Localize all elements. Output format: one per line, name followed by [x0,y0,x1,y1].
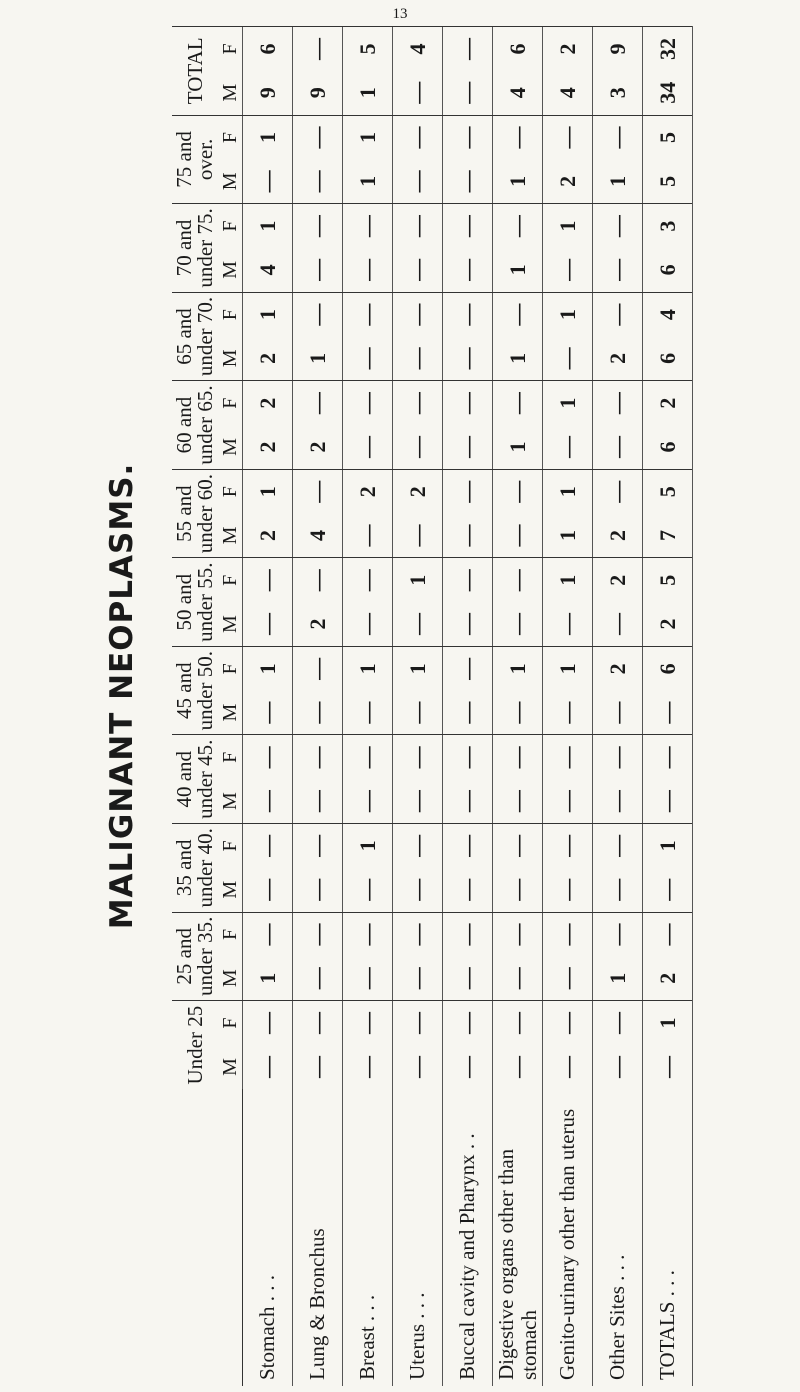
table-cell: — [443,602,493,646]
table-cell: 5 [643,558,693,602]
table-cell: 1 [543,381,593,425]
table-cell: — [393,248,443,292]
table-cell: — [343,735,393,779]
table-cell: — [243,868,293,912]
age-group-header: 65 and under 70. [172,292,218,381]
sex-header-m: M [218,438,241,456]
sex-header-m: M [218,615,241,633]
table-cell: — [243,1001,293,1045]
table-cell: 1 [343,646,393,690]
table-cell: 4 [643,292,693,336]
table-cell: — [643,779,693,823]
table-cell: — [293,691,343,735]
table-cell: — [543,691,593,735]
table-cell: — [593,381,643,425]
table-cell: — [343,779,393,823]
table-cell: — [643,868,693,912]
table-cell: 1 [343,159,393,203]
table-cell: — [243,1045,293,1089]
sex-header-f: F [218,824,243,868]
table-cell: 5 [643,469,693,513]
table-cell: 4 [493,71,543,115]
table-cell: — [493,558,543,602]
table-cell: — [393,1045,443,1089]
neoplasm-table [172,26,693,1386]
table-cell: — [393,956,443,1000]
table-cell: 4 [393,27,443,71]
table-cell: — [293,1001,343,1045]
table-cell: — [443,115,493,159]
table-cell: 2 [593,646,643,690]
table-cell: 2 [293,425,343,469]
table-cell: — [293,115,343,159]
table-cell: — [543,735,593,779]
table-cell: 2 [593,514,643,558]
table-cell: — [293,779,343,823]
table-cell: — [593,824,643,868]
table-cell: 2 [243,514,293,558]
table-cell: 1 [243,115,293,159]
table-cell: 2 [593,337,643,381]
table-cell: — [343,691,393,735]
sex-header-f: F [218,292,243,336]
table-row [293,27,343,1387]
table-cell: — [393,602,443,646]
table-cell: — [643,912,693,956]
table-cell: — [293,824,343,868]
table-cell: 2 [243,425,293,469]
table-cell: 2 [593,558,643,602]
row-label: Lung & Bronchus [293,1089,343,1386]
sex-header-m: M [218,792,241,811]
sex-header-m: M [218,260,241,279]
table-cell: — [593,204,643,248]
table-cell: 1 [543,204,593,248]
table-cell: 4 [243,248,293,292]
table-cell: — [243,735,293,779]
table-cell: 3 [593,71,643,115]
sex-header-f: F [218,469,243,513]
table-cell: — [293,204,343,248]
row-label: Stomach . . . [243,1089,293,1386]
table-cell: 5 [643,115,693,159]
age-group-header: 35 and under 40. [172,824,218,913]
table-cell: — [543,868,593,912]
row-label: Digestive organs other than stomach [493,1089,543,1386]
table-cell: — [593,735,643,779]
table-cell: — [343,425,393,469]
age-group-header: 45 and under 50. [172,646,218,735]
table-cell: — [393,868,443,912]
table-cell: 7 [643,514,693,558]
table-cell: — [543,115,593,159]
table-cell: — [493,868,543,912]
table-cell: — [443,1001,493,1045]
table-cell: — [493,602,543,646]
table-cell: — [343,912,393,956]
table-cell: — [443,425,493,469]
table-cell: 1 [493,337,543,381]
table-cell: — [493,204,543,248]
table-cell: — [493,779,543,823]
table-cell: — [493,824,543,868]
table-cell: 6 [643,425,693,469]
table-cell: — [543,912,593,956]
table-cell: — [293,956,343,1000]
table-cell: — [343,292,393,336]
table-cell: — [393,204,443,248]
table-cell: 1 [543,469,593,513]
table-cell: — [593,469,643,513]
table-cell: — [443,159,493,203]
sex-header-m: M [218,1058,241,1076]
table-cell: — [393,691,443,735]
table-cell: 1 [243,204,293,248]
table-cell: — [393,779,443,823]
table-cell: — [443,646,493,690]
row-label: Other Sites . . . [593,1089,643,1386]
age-group-header: 50 and under 55. [172,558,218,647]
table-cell: 1 [493,159,543,203]
table-cell: 6 [643,646,693,690]
age-group-header: 40 and under 45. [172,735,218,824]
table-cell: — [393,115,443,159]
table-cell: — [643,1045,693,1089]
table-cell: — [543,824,593,868]
table-cell: — [343,602,393,646]
table-row [543,27,593,1387]
table-cell: 6 [243,27,293,71]
table-cell: — [443,912,493,956]
sex-header-f: F [218,735,243,779]
table-cell: 9 [593,27,643,71]
sex-header-f: F [218,204,243,248]
table-cell: — [443,469,493,513]
table-cell: 1 [243,469,293,513]
table-cell: — [643,691,693,735]
table-cell: 1 [543,292,593,336]
table-cell: 2 [293,602,343,646]
table-cell: — [243,602,293,646]
sex-header-f: F [218,558,243,602]
table-cell: — [543,602,593,646]
table-cell: — [393,824,443,868]
table-cell: — [443,337,493,381]
sex-header-f: F [218,912,243,956]
table-row [493,27,543,1387]
table-cell: — [393,735,443,779]
table-cell: — [443,779,493,823]
table-cell: 6 [643,248,693,292]
sex-header-m: M [218,880,241,899]
sex-header-m: M [218,83,241,102]
table-cell: — [493,1045,543,1089]
table-row [393,27,443,1387]
table-cell: — [543,248,593,292]
sex-header-f: F [218,115,243,159]
table-cell: — [643,735,693,779]
table-cell: — [343,868,393,912]
table-cell: — [393,292,443,336]
table-row [643,27,693,1387]
table-cell: 6 [643,337,693,381]
table-cell: — [293,27,343,71]
table-cell: — [493,469,543,513]
table-row [343,27,393,1387]
table-cell: 1 [393,646,443,690]
table-cell: 2 [393,469,443,513]
row-label: Breast . . . [343,1089,393,1386]
table-cell: — [443,558,493,602]
table-cell: — [293,248,343,292]
table-cell: — [243,691,293,735]
table-cell: 1 [493,646,543,690]
table-cell: — [493,292,543,336]
row-label: Uterus . . . [393,1089,443,1386]
row-label: Genito-urinary other than uterus [543,1089,593,1386]
table-cell: 1 [643,1001,693,1045]
table-cell: 2 [243,337,293,381]
table-cell: — [493,1001,543,1045]
table-cell: — [293,558,343,602]
table-cell: — [243,824,293,868]
table-cell: 1 [543,558,593,602]
table-cell: 1 [643,824,693,868]
table-cell: — [393,1001,443,1045]
sex-header-f: F [218,1001,243,1045]
table-cell: — [393,381,443,425]
sex-header-m: M [218,526,241,545]
table-cell: — [593,248,643,292]
table-cell: — [493,912,543,956]
table-cell: 2 [543,27,593,71]
table-cell: — [443,824,493,868]
age-group-header: TOTAL [172,27,218,116]
table-cell: 2 [243,381,293,425]
table-cell: — [443,381,493,425]
table-cell: — [493,514,543,558]
table-cell: — [343,1001,393,1045]
table-cell: — [593,292,643,336]
table-cell: — [443,71,493,115]
table-cell: — [293,868,343,912]
table-cell: 1 [393,558,443,602]
table-cell: 2 [643,602,693,646]
table-cell: 5 [343,27,393,71]
table-cell: — [293,381,343,425]
table-cell: 1 [543,514,593,558]
table-cell: — [593,115,643,159]
table-cell: — [443,248,493,292]
table-cell: — [443,691,493,735]
table-cell: — [443,868,493,912]
table-cell: 6 [493,27,543,71]
table-cell: 5 [643,159,693,203]
table-cell: — [493,691,543,735]
sex-header-m: M [218,349,241,368]
table-cell: — [343,204,393,248]
table-cell: — [243,912,293,956]
table-cell: — [393,159,443,203]
table-cell: — [543,956,593,1000]
table-cell: — [343,956,393,1000]
table-cell: — [343,514,393,558]
table-cell: 1 [593,159,643,203]
table-cell: 4 [543,71,593,115]
row-label: Buccal cavity and Pharynx . . [443,1089,493,1386]
table-cell: 32 [643,27,693,71]
table-cell: 1 [243,956,293,1000]
sex-header-f: F [218,381,243,425]
table-cell: — [593,691,643,735]
table-cell: — [243,779,293,823]
table-cell: 1 [493,248,543,292]
table-cell: 1 [493,425,543,469]
table-cell: 1 [343,115,393,159]
table-cell: — [593,912,643,956]
table-cell: — [543,1045,593,1089]
table-cell: — [593,1045,643,1089]
table-cell: — [543,425,593,469]
table-cell: — [593,425,643,469]
table-cell: — [593,602,643,646]
sex-header-m: M [218,969,241,988]
table-cell: — [493,115,543,159]
table-cell: 9 [243,71,293,115]
table-cell: — [443,27,493,71]
age-group-header: 70 and under 75. [172,204,218,293]
neoplasm-table-rotated [172,26,680,1386]
age-group-header: 55 and under 60. [172,469,218,558]
age-group-header: 60 and under 65. [172,381,218,470]
table-cell: 34 [643,71,693,115]
table-cell: — [343,337,393,381]
sex-header-m: M [218,172,241,191]
table-cell: — [243,159,293,203]
sex-header-m: M [218,703,241,722]
age-group-header: 25 and under 35. [172,912,218,1001]
table-cell: — [443,514,493,558]
page-title-text: MALIGNANT NEOPLASMS. [104,462,140,930]
age-group-header: 75 and over. [172,115,218,204]
table-cell: — [393,912,443,956]
table-cell: — [343,248,393,292]
table-row [243,27,293,1387]
sex-header-f: F [218,27,243,71]
table-cell: 2 [643,956,693,1000]
table-cell: — [293,735,343,779]
table-cell: — [543,1001,593,1045]
table-cell: — [393,337,443,381]
table-cell: — [593,779,643,823]
table-cell: 3 [643,204,693,248]
table-cell: — [393,514,443,558]
table-cell: — [593,868,643,912]
table-cell: — [443,204,493,248]
table-cell: — [393,71,443,115]
age-group-header: Under 25 [172,1001,218,1090]
sex-header-f: F [218,646,243,690]
table-cell: — [443,1045,493,1089]
table-cell: — [593,1001,643,1045]
table-cell: 1 [243,646,293,690]
table-cell: 9 [293,71,343,115]
table-cell: 1 [243,292,293,336]
table-cell: 1 [543,646,593,690]
table-cell: — [343,558,393,602]
table-cell: — [493,381,543,425]
table-cell: 4 [293,514,343,558]
table-cell: 2 [343,469,393,513]
table-cell: — [543,337,593,381]
table-row [593,27,643,1387]
table-cell: — [293,159,343,203]
table-cell: 2 [643,381,693,425]
table-cell: — [393,425,443,469]
header-corner [172,1089,243,1386]
row-label: TOTALS . . . [643,1089,693,1386]
table-cell: 1 [293,337,343,381]
table-cell: — [293,646,343,690]
table-cell: — [493,956,543,1000]
table-cell: — [443,956,493,1000]
page-number: 13 [392,6,408,22]
table-cell: — [343,381,393,425]
table-cell: — [443,735,493,779]
table-cell: 2 [543,159,593,203]
table-cell: — [493,735,543,779]
table-cell: — [243,558,293,602]
table-cell: 1 [343,824,393,868]
table-cell: — [293,292,343,336]
table-cell: 1 [343,71,393,115]
table-row [443,27,493,1387]
table-cell: — [343,1045,393,1089]
table-cell: — [293,469,343,513]
table-cell: — [293,912,343,956]
table-cell: — [443,292,493,336]
table-cell: — [543,779,593,823]
table-cell: — [293,1045,343,1089]
table-cell: 1 [593,956,643,1000]
